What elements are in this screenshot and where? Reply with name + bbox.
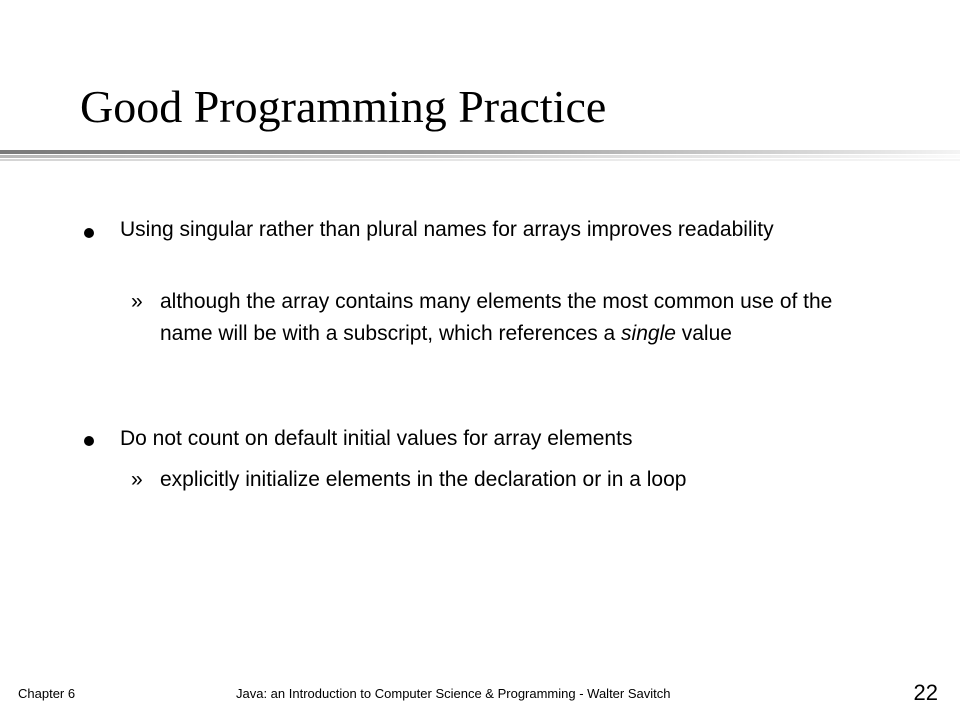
sub-bullet-marker-icon: » xyxy=(131,290,143,313)
bullet-text: Do not count on default initial values for array elements xyxy=(120,427,633,450)
sub-bullet-text xyxy=(160,286,860,350)
sub-bullet-text-part: value xyxy=(675,322,732,345)
bullet-text: Using singular rather than plural names for arrays improves readability xyxy=(120,218,774,241)
title-divider xyxy=(0,146,960,166)
emphasis-text: single xyxy=(621,322,676,345)
page-number: 22 xyxy=(913,680,938,705)
bullet-dot-icon xyxy=(84,228,94,238)
sub-bullet-marker-icon: » xyxy=(131,468,143,491)
bullet-dot-icon xyxy=(84,436,94,446)
footer-course-title: Java: an Introduction to Computer Science & Programming - Walter Savitch xyxy=(236,686,671,701)
footer-chapter: Chapter 6 xyxy=(18,686,76,701)
slide-title: Good Programming Practice xyxy=(80,81,607,132)
sub-bullet-text: explicitly initialize elements in the declaration or in a loop xyxy=(160,468,687,491)
sub-bullet-text-part: although the array contains many elements the most common use of the name will be with a subscript, which references a xyxy=(160,290,833,345)
